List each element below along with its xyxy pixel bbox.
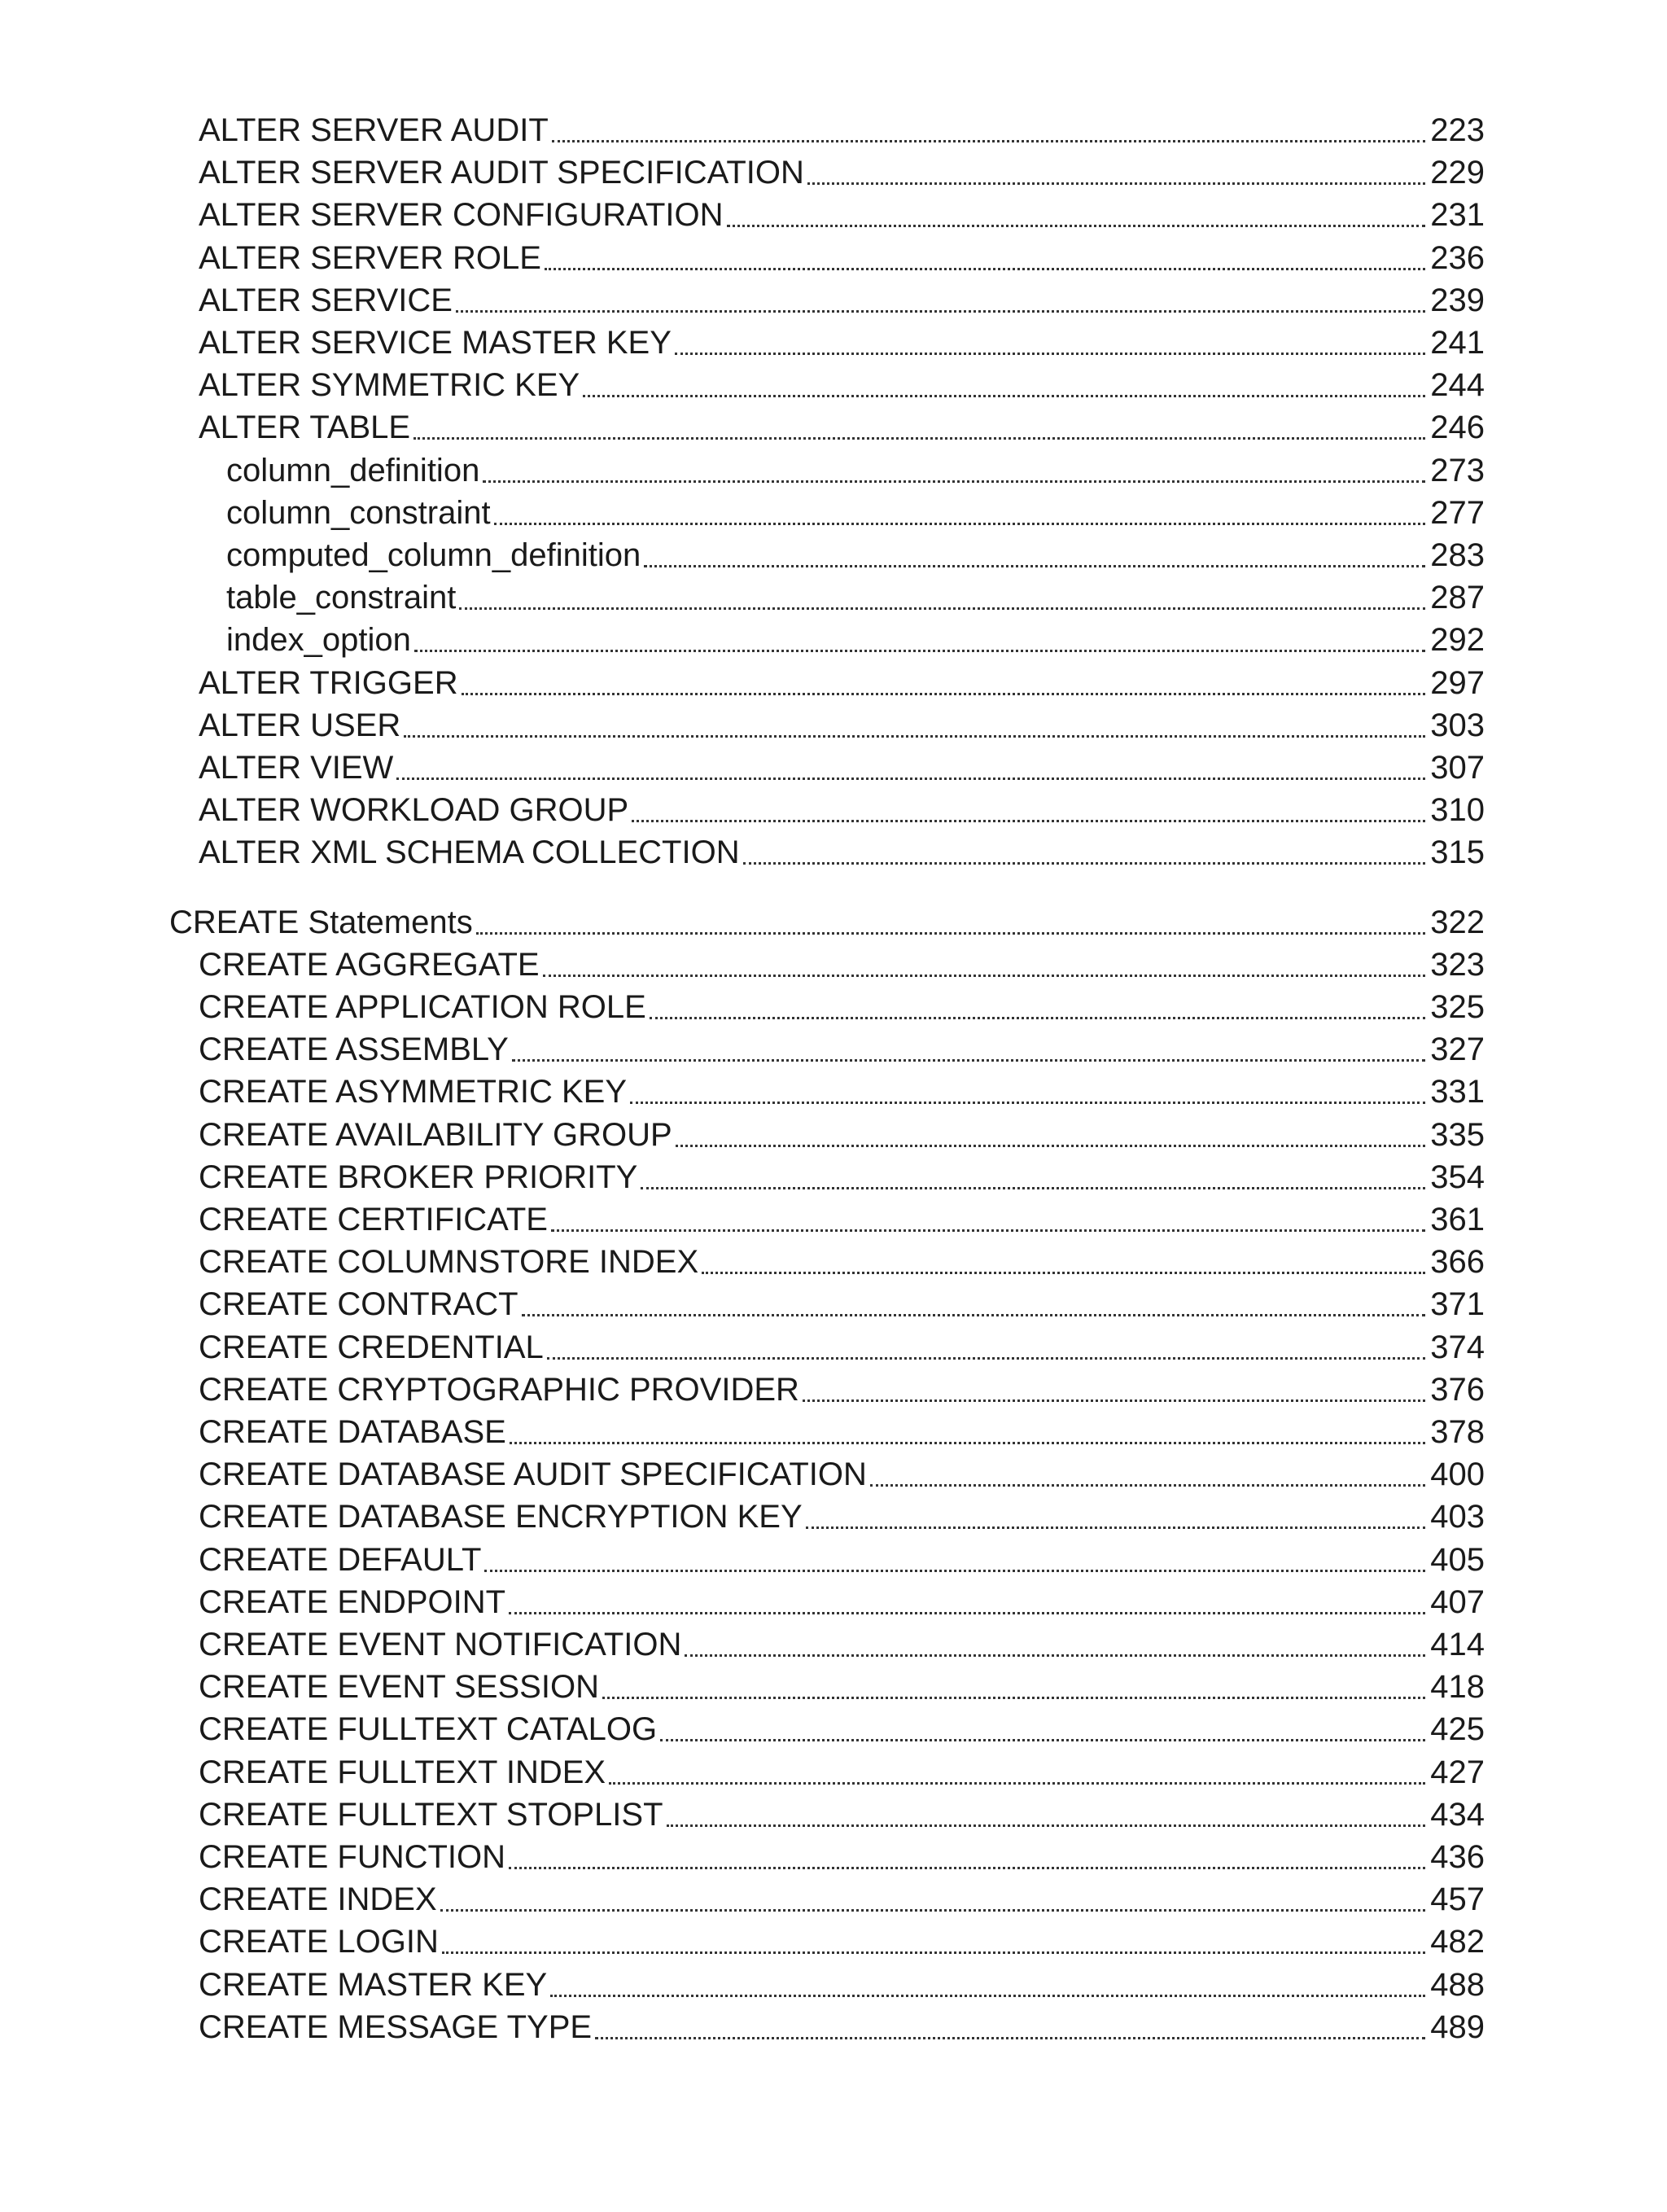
toc-entry-label: ALTER SERVER CONFIGURATION (199, 197, 724, 234)
toc-entry (199, 1283, 1485, 1325)
toc-entry-label: index_option (226, 622, 411, 659)
dot-leader (510, 1442, 1425, 1444)
dot-leader (609, 1782, 1425, 1785)
toc-entry (199, 322, 1485, 364)
toc-entry-label: column_definition (226, 452, 480, 488)
toc-entry (199, 1114, 1485, 1156)
dot-leader (595, 2037, 1425, 2039)
toc-entry-label: CREATE DATABASE AUDIT SPECIFICATION (199, 1456, 867, 1493)
toc-entry-page-number: 400 (1430, 1456, 1485, 1493)
toc-entry-label: ALTER SYMMETRIC KEY (199, 367, 580, 404)
dot-leader (667, 1824, 1426, 1827)
toc-entry (199, 1964, 1485, 2006)
dot-leader (806, 1526, 1426, 1529)
toc-entry-label: column_constraint (226, 494, 491, 531)
dot-leader (483, 480, 1425, 483)
dot-leader (644, 565, 1425, 567)
toc-entry (199, 704, 1485, 747)
dot-leader (583, 395, 1425, 397)
toc-entry-label: CREATE LOGIN (199, 1924, 439, 1960)
toc-entry-label: CREATE DATABASE (199, 1414, 506, 1450)
toc-entry (199, 1369, 1485, 1411)
toc-entry-page-number: 283 (1430, 537, 1485, 573)
dot-leader (547, 1357, 1425, 1360)
toc-entry-label: CREATE CREDENTIAL (199, 1329, 544, 1365)
toc-entry-page-number: 489 (1430, 2008, 1485, 2045)
toc-entry (199, 1751, 1485, 1794)
toc-entry-page-number: 303 (1430, 707, 1485, 743)
toc-entry-label: CREATE CERTIFICATE (199, 1202, 548, 1237)
toc-entry-page-number: 292 (1430, 622, 1485, 659)
toc-entry-page-number: 335 (1430, 1116, 1485, 1153)
toc-entry (199, 1878, 1485, 1921)
dot-leader (702, 1272, 1425, 1274)
toc-entry (199, 1411, 1485, 1453)
dot-leader (870, 1484, 1425, 1487)
toc-entry-page-number: 273 (1430, 452, 1485, 488)
toc-entry (199, 1708, 1485, 1750)
dot-leader (675, 353, 1425, 355)
toc-entry-page-number: 434 (1430, 1796, 1485, 1833)
dot-leader (743, 862, 1426, 865)
toc-entry-label: CREATE FULLTEXT STOPLIST (199, 1796, 663, 1833)
toc-entry-label: CREATE DEFAULT (199, 1541, 482, 1578)
toc-entry (226, 449, 1485, 492)
toc-entry-page-number: 310 (1430, 792, 1485, 829)
toc-entry-label: CREATE FULLTEXT CATALOG (199, 1711, 658, 1748)
dot-leader (551, 1229, 1425, 1232)
toc-entry (199, 1028, 1485, 1071)
toc-entry-page-number: 403 (1430, 1499, 1485, 1535)
toc-entry (199, 1836, 1485, 1878)
toc-entry-label: CREATE CRYPTOGRAPHIC PROVIDER (199, 1371, 799, 1408)
dot-leader (522, 1314, 1426, 1316)
dot-leader (550, 1995, 1425, 1997)
toc-section-heading (169, 901, 1485, 944)
toc-entry-label: CREATE FUNCTION (199, 1839, 506, 1875)
toc-entry-page-number: 436 (1430, 1839, 1485, 1875)
toc-entry-page-number: 246 (1430, 410, 1485, 446)
toc-entry-page-number: 239 (1430, 282, 1485, 318)
dot-leader (512, 1059, 1425, 1062)
toc-entry (199, 1623, 1485, 1666)
toc-entry-label: CREATE FULLTEXT INDEX (199, 1754, 606, 1790)
dot-leader (727, 225, 1426, 227)
dot-leader (440, 1909, 1426, 1912)
toc-entry-label: ALTER SERVER AUDIT (199, 112, 549, 148)
toc-entry-page-number: 427 (1430, 1754, 1485, 1790)
dot-leader (632, 820, 1425, 822)
toc-entry (199, 944, 1485, 986)
dot-leader (459, 607, 1425, 610)
toc-entry-label: CREATE ENDPOINT (199, 1583, 506, 1620)
dot-leader (414, 650, 1425, 652)
toc-entry-label: ALTER USER (199, 707, 401, 743)
dot-leader (545, 268, 1425, 270)
dot-leader (413, 437, 1425, 440)
toc-entry (199, 1581, 1485, 1623)
toc-entry-page-number: 482 (1430, 1924, 1485, 1960)
toc-entry (226, 492, 1485, 534)
toc-entry-page-number: 231 (1430, 197, 1485, 234)
toc-entry-label: CREATE COLUMNSTORE INDEX (199, 1244, 699, 1281)
toc-entry-label: CREATE MESSAGE TYPE (199, 2008, 593, 2045)
toc-entry-label: CREATE AGGREGATE (199, 946, 540, 983)
toc-entry-page-number: 374 (1430, 1329, 1485, 1365)
toc-entry (199, 279, 1485, 322)
toc-entry-page-number: 331 (1430, 1074, 1485, 1110)
toc-entry-label: computed_column_definition (226, 537, 641, 573)
toc-entry (199, 1156, 1485, 1198)
toc-entry (226, 619, 1485, 661)
toc-entry-label: ALTER SERVER ROLE (199, 239, 541, 276)
toc-entry-page-number: 297 (1430, 664, 1485, 701)
toc-entry (199, 151, 1485, 194)
toc-entry-label: CREATE AVAILABILITY GROUP (199, 1116, 672, 1153)
dot-leader (543, 975, 1426, 977)
toc-entry (199, 1496, 1485, 1538)
toc-entry-label: CREATE DATABASE ENCRYPTION KEY (199, 1499, 803, 1535)
toc-entry (199, 1198, 1485, 1241)
toc-entry-label: CREATE APPLICATION ROLE (199, 989, 646, 1025)
toc-entry-page-number: 315 (1430, 834, 1485, 871)
dot-leader (602, 1697, 1425, 1699)
dot-leader (641, 1187, 1425, 1189)
toc-entry-label: CREATE EVENT NOTIFICATION (199, 1627, 682, 1662)
toc-entry (199, 1666, 1485, 1708)
toc-entry-page-number: 414 (1430, 1627, 1485, 1662)
toc-entry-page-number: 277 (1430, 494, 1485, 531)
dot-leader (650, 1017, 1425, 1019)
toc-entry-label: ALTER WORKLOAD GROUP (199, 792, 629, 829)
toc-entry-page-number: 425 (1430, 1711, 1485, 1748)
toc-entry (199, 1071, 1485, 1113)
dot-leader (484, 1570, 1425, 1572)
toc-entry-label: CREATE ASSEMBLY (199, 1032, 509, 1068)
toc-entry-page-number: 241 (1430, 325, 1485, 361)
toc-entry (199, 747, 1485, 789)
dot-leader (476, 932, 1426, 935)
toc-entry (199, 1794, 1485, 1836)
toc-entry (199, 1241, 1485, 1283)
toc-entry (199, 364, 1485, 406)
toc-entry (199, 986, 1485, 1028)
toc-entry (199, 1539, 1485, 1581)
toc-entry (199, 831, 1485, 874)
toc-entry (226, 576, 1485, 619)
toc-entry (199, 194, 1485, 236)
dot-leader (552, 140, 1426, 142)
toc-entry-page-number: 323 (1430, 946, 1485, 983)
toc-entry-page-number: 378 (1430, 1414, 1485, 1450)
toc-entry-label: ALTER VIEW (199, 750, 394, 786)
toc-entry (199, 2006, 1485, 2048)
toc-entry-page-number: 325 (1430, 989, 1485, 1025)
toc-entry-label: CREATE MASTER KEY (199, 1966, 548, 2003)
toc-entry-page-number: 371 (1430, 1286, 1485, 1323)
dot-leader (676, 1145, 1426, 1147)
toc-entry-page-number: 236 (1430, 239, 1485, 276)
toc-entry-label: ALTER SERVER AUDIT SPECIFICATION (199, 155, 804, 191)
toc-entry-label: CREATE ASYMMETRIC KEY (199, 1074, 628, 1110)
toc-entry (199, 1921, 1485, 1963)
toc-entry-label: ALTER TRIGGER (199, 664, 458, 701)
dot-leader (509, 1612, 1425, 1614)
dot-leader (442, 1951, 1425, 1954)
toc-entry-label: ALTER SERVICE MASTER KEY (199, 325, 672, 361)
toc-entry-label: CREATE CONTRACT (199, 1286, 518, 1323)
toc-entry-page-number: 366 (1430, 1244, 1485, 1281)
toc-entry (199, 406, 1485, 449)
dot-leader (630, 1102, 1425, 1104)
toc-entry-label: ALTER SERVICE (199, 282, 453, 318)
toc-entry-page-number: 322 (1430, 904, 1485, 940)
toc-entry-label: ALTER TABLE (199, 410, 411, 446)
dot-leader (509, 1867, 1425, 1869)
dot-leader (807, 182, 1425, 185)
toc-entry (199, 662, 1485, 704)
toc-entry-page-number: 244 (1430, 367, 1485, 404)
dot-leader (660, 1739, 1425, 1741)
dot-leader (456, 310, 1425, 313)
toc-entry-label: CREATE Statements (169, 904, 473, 940)
toc-entry-page-number: 405 (1430, 1541, 1485, 1578)
dot-leader (404, 735, 1425, 738)
toc-entry-page-number: 354 (1430, 1159, 1485, 1195)
toc-entry-label: ALTER XML SCHEMA COLLECTION (199, 834, 740, 871)
toc-entry-page-number: 376 (1430, 1371, 1485, 1408)
toc-entry-page-number: 223 (1430, 112, 1485, 148)
dot-leader (685, 1654, 1425, 1657)
toc-entry (226, 534, 1485, 576)
toc-entry (199, 1453, 1485, 1496)
toc-entry-page-number: 327 (1430, 1032, 1485, 1068)
toc-entry (199, 109, 1485, 151)
dot-leader (803, 1399, 1425, 1402)
toc-entry-label: table_constraint (226, 580, 457, 616)
toc-entry (199, 1326, 1485, 1369)
toc-entry (199, 237, 1485, 279)
toc-entry-label: CREATE EVENT SESSION (199, 1669, 599, 1706)
dot-leader (462, 693, 1426, 695)
dot-leader (396, 777, 1425, 780)
toc-entry-page-number: 488 (1430, 1966, 1485, 2003)
toc-entry-page-number: 407 (1430, 1583, 1485, 1620)
toc-entry-page-number: 361 (1430, 1202, 1485, 1237)
toc-entry-label: CREATE BROKER PRIORITY (199, 1159, 638, 1195)
toc-entry-label: CREATE INDEX (199, 1881, 437, 1918)
toc-entry (199, 789, 1485, 831)
toc-entry-page-number: 418 (1430, 1669, 1485, 1706)
toc-entry-page-number: 307 (1430, 750, 1485, 786)
dot-leader (494, 523, 1426, 525)
toc-entry-page-number: 287 (1430, 580, 1485, 616)
toc-entry-page-number: 229 (1430, 155, 1485, 191)
toc-entry-page-number: 457 (1430, 1881, 1485, 1918)
